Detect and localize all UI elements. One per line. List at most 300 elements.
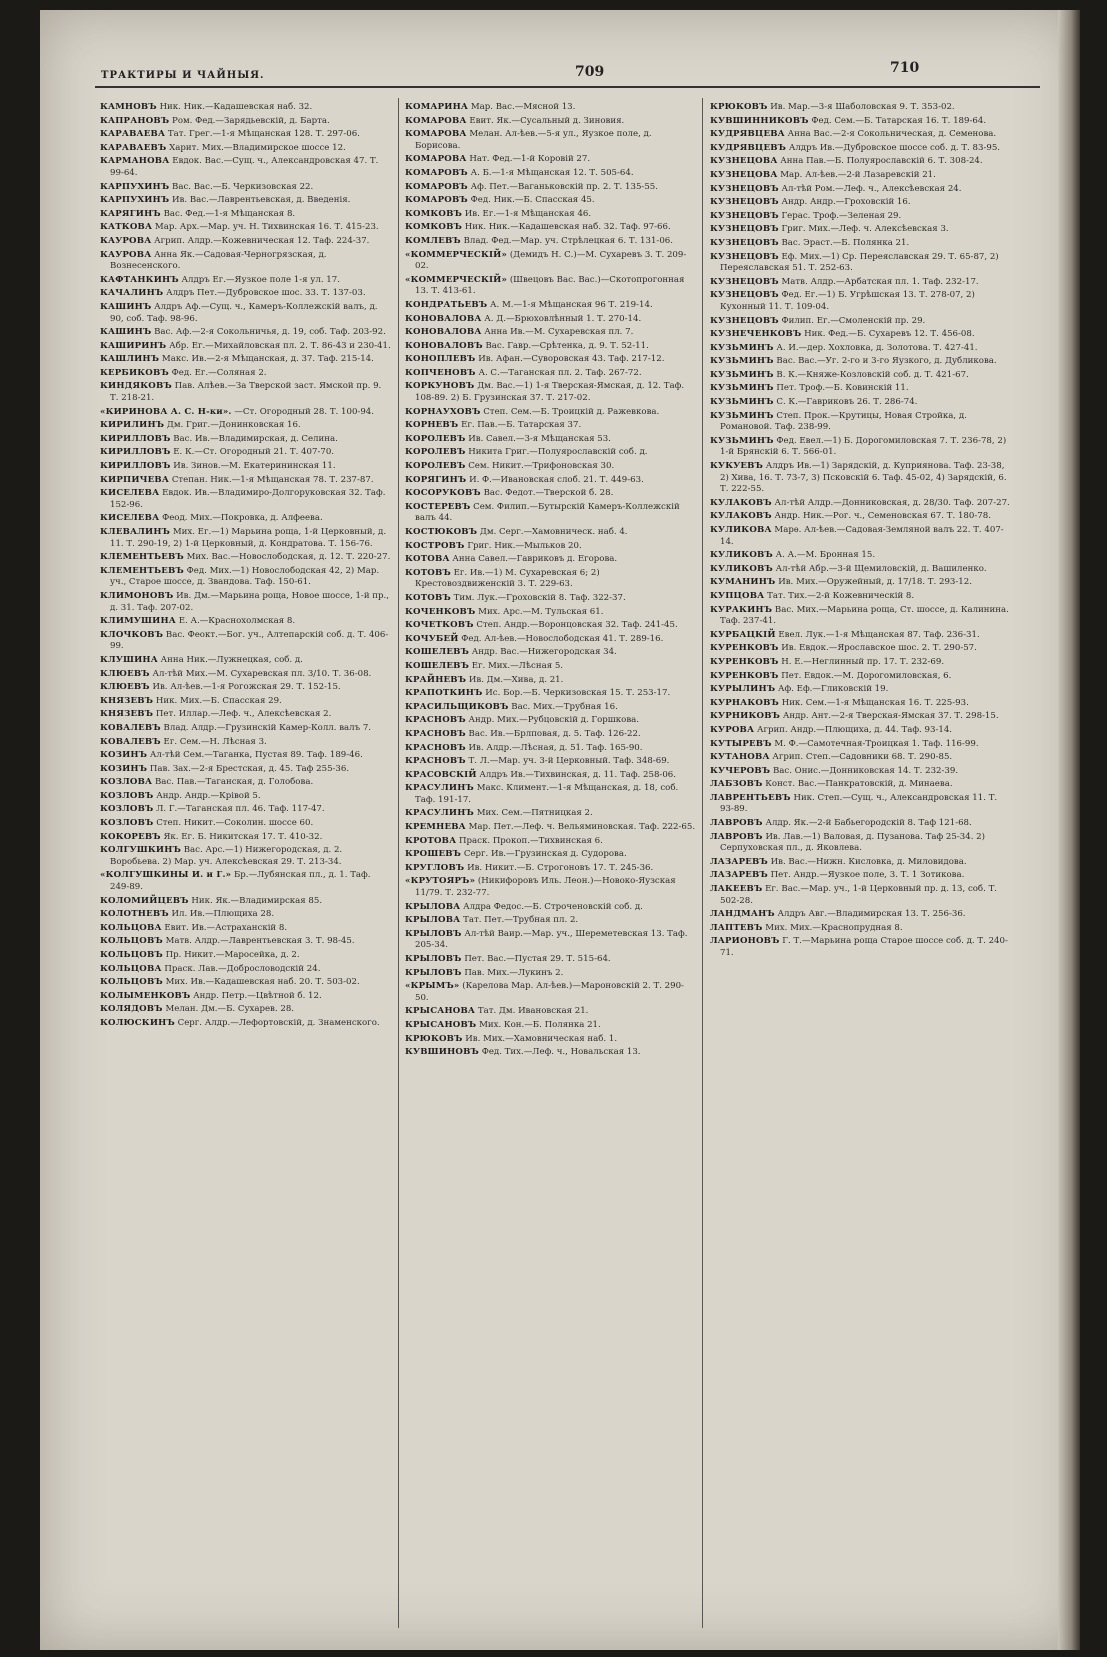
directory-entry [100,488,392,511]
entry-name: КУРЕНКОВЪ [710,643,779,654]
entry-name: КУРОВА [710,724,755,735]
entry-name: КУРНАКОВЪ [710,697,779,708]
entry-name: КАФТАНКИНЪ [100,274,179,285]
directory-entry [405,488,697,500]
directory-entry [100,870,392,893]
entry-details: Анна Як.—Садовая-Черногрязская, д. Вознесенского. [110,249,327,272]
entry-details: Ал-тѣй Сем.—Таганка, Пустая 89. Таф. 189-46. [149,750,363,761]
entry-details: Андр. Андр.—Гроховскій 16. [781,197,911,208]
directory-entry [100,696,392,708]
entry-name: КОЛЯДОВЪ [100,1004,163,1015]
entry-name: КАШИРИНЪ [100,340,167,351]
entry-details: Харит. Мих.—Владимирское шоссе 12. [169,142,346,153]
entry-details: Пет. Троф.—Б. Ковинскій 11. [776,383,909,394]
directory-entry [405,341,697,353]
entry-details: Ег. Мих.—Лѣсная 5. [471,660,564,671]
entry-name: КЛОЧКОВЪ [100,629,164,640]
directory-entry [710,643,1010,655]
entry-name: КРАСНОВЪ [405,756,466,767]
directory-entry [710,671,1010,683]
entry-name: КУРБАЦКІЙ [710,629,776,640]
entry-name: КАМНОВЪ [100,102,157,112]
entry-name: КУЗНЕЦОВА [710,169,778,180]
entry-details: Мелан. Дм.—Б. Сухарев. 28. [165,1004,295,1015]
directory-entry [405,129,697,152]
directory-entry [710,102,1010,114]
directory-entry [100,764,392,776]
directory-entry [100,275,392,287]
entry-name: КНЯЗЕВЪ [100,695,154,706]
directory-entry [405,675,697,687]
entry-details: Мар. Пет.—Леф. ч. Вельяминовская. Таф. 222-65. [468,822,696,833]
entry-name: КЛИМОНОВЪ [100,590,174,601]
entry-name: КРАСУЛИНЪ [405,808,474,819]
page-header [95,60,1040,88]
entry-name: КАУРОВА [100,249,152,260]
directory-entry [405,354,697,366]
entry-name: КОЛГУШКИНЪ [100,845,181,856]
entry-name: КУЗЬМИНЪ [710,369,774,380]
directory-entry [100,222,392,234]
entry-details: Еф. Мих.—1) Ср. Переяславская 29. Т. 65-87, 2) Переяславская 51. Т. 252-63. [720,251,999,274]
directory-entry [100,655,392,667]
directory-entry [710,211,1010,223]
entry-details: Ал-тѣй Алдр.—Донниковская, д. 28/30. Таф. 207-27. [774,497,1010,508]
entry-details: Мих. Ег.—1) Марьина роща, 1-й Церковный, д. 11. Т. 290-19, 2) 1-й Церковный, д. Кондратова. Т. 156-76. [110,527,387,549]
entry-details: Праск. Лав.—Добрословодскій 24. [164,963,321,974]
entry-details: Ис. Бор.—Б. Черкизовская 15. Т. 253-17. [485,688,671,699]
entry-details: Андр. Петр.—Цвѣтной б. 12. [193,990,322,1001]
entry-details: Агрип. Степ.—Садовники 68. Т. 290-85. [772,752,953,763]
directory-entry [405,275,697,298]
directory-entry [100,407,392,419]
directory-entry [405,981,697,1004]
directory-entry [710,290,1010,313]
directory-entry [710,550,1010,562]
entry-details: Г. Т.—Марьина роща Старое шоссе соб. д. Т. 240-71. [720,936,1008,958]
entry-name: КРОТОВА [405,835,457,846]
entry-name: КИРИЛЛОВЪ [100,433,171,444]
entry-details: Вас. Онис.—Донниковская 14. Т. 232-39. [772,765,959,776]
directory-entry [100,923,392,935]
entry-details: Ив. Вас.—Нижн. Кисловка, д. Миловидова. [770,856,967,867]
entry-details: Ив. Савел.—3-я Мѣщанская 53. [468,433,611,444]
directory-entry [710,498,1010,510]
entry-name: КОСТЕРЕВЪ [405,501,471,512]
directory-entry [405,1034,697,1046]
entry-details: А. А.—М. Бронная 15. [775,550,876,561]
entry-details: Матв. Алдр.—Арбатская пл. 1. Таф. 232-17. [781,276,979,287]
entry-details: Пет. Евдок.—М. Дорогомиловская, 6. [781,670,952,681]
entry-name: КУЗНЕЧЕНКОВЪ [710,329,802,340]
directory-entry [405,168,697,180]
entry-details: Григ. Ник.—Мыльков 20. [467,540,582,551]
entry-details: А. И.—дер. Хохловка, д. Золотова. Т. 427-41. [776,342,978,353]
entry-name: КИРПИЧЕВА [100,474,170,485]
directory-entry [710,170,1010,182]
entry-details: Пав. Мих.—Лукинъ 2. [464,967,564,978]
entry-details: Филип. Ег.—Смоленскій пр. 29. [781,315,926,326]
entry-name: КРЫЛОВА [405,915,461,926]
entry-details: Ник. Як.—Владимирская 85. [191,895,323,906]
entry-name: КУЗНЕЦОВЪ [710,276,779,287]
directory-entry [405,915,697,927]
entry-name: КРАПОТКИНЪ [405,688,483,699]
column-divider [398,98,399,1628]
entry-name: КУЗНЕЦОВЪ [710,237,779,248]
entry-details: (Карелова Мар. Ал-ѣев.)—Мароновскій 2. Т. 290-50. [415,981,684,1003]
directory-entry [100,420,392,432]
directory-entry [405,209,697,221]
directory-entry [710,316,1010,328]
entry-name: КУЛАКОВЪ [710,511,772,522]
entry-name: КОМКОВЪ [405,208,463,219]
entry-details: Ив. Мих.—Хамовническая наб. 1. [465,1033,618,1044]
entry-name: КУЗЬМИНЪ [710,383,774,394]
entry-details: Ник. Сем.—1-я Мѣщанская 16. Т. 225-93. [781,697,969,708]
entry-details: Мих. Арс.—М. Тульская 61. [478,606,604,617]
entry-details: Евел. Лук.—1-я Мѣщанская 87. Таф. 236-31. [778,629,980,640]
entry-name: КОЗЛОВЪ [100,804,154,815]
entry-name: «КОЛГУШКИНЫ И. и Г.» [100,870,232,881]
directory-entry [405,783,697,806]
entry-name: КОВАЛЕВЪ [100,722,161,733]
directory-entry [100,527,392,550]
directory-entry [710,197,1010,209]
entry-name: КОМАРОВА [405,115,467,126]
entry-name: КРАСНОВЪ [405,742,466,753]
page-number-right: 710 [890,60,920,76]
entry-details: Аф. Еф.—Гликовскій 19. [777,684,889,695]
entry-name: КЛЕМЕНТЬЕВЪ [100,565,184,576]
directory-entry [100,1004,392,1016]
directory-entry [710,711,1010,723]
entry-details: Ал-тѣй Мих.—М. Сухаревская пл. 3/10. Т. 36-08. [152,668,372,679]
entry-details: Фед. Сем.—Б. Татарская 16. Т. 189-64. [811,115,987,126]
directory-entry [405,116,697,128]
directory-entry [710,779,1010,791]
directory-entry [100,777,392,789]
entry-name: КРЮКОВЪ [405,1033,463,1044]
entry-name: ЛАЗАРЕВЪ [710,870,768,881]
directory-entry [710,343,1010,355]
entry-name: КЛЕВАЛИНЪ [100,527,171,537]
entry-details: Влад. Алдр.—Грузинскій Камер-Колл. валъ 7. [163,722,372,733]
entry-details: Фед. Ал-ѣев.—Новослободская 41. Т. 289-16. [461,633,664,644]
entry-name: КУЗНЕЦОВЪ [710,315,779,326]
entry-details: Фед. Тих.—Леф. ч., Новальская 13. [481,1047,641,1058]
entry-name: ЛАНДМАНЪ [710,909,775,920]
directory-entry [405,420,697,432]
entry-name: КРЫСАНОВЪ [405,1019,477,1030]
directory-entry [405,715,697,727]
entry-name: КОСТРОВЪ [405,540,465,551]
entry-name: КУЗЬМИНЪ [710,342,774,353]
entry-details: Н. Е.—Неглинный пр. 17. Т. 232-69. [781,656,945,667]
entry-details: Вас. Вас.—Уг. 2-го и 3-го Яузкого, д. Дубликова. [776,356,997,367]
entry-details: Феод. Мих.—Покровка, д. Алфеева. [162,513,323,524]
directory-entry [405,300,697,312]
entry-details: Ник. Ник.—Кадашевская наб. 32. Таф. 97-66. [464,222,671,233]
entry-details: Пет. Вас.—Пустая 29. Т. 515-64. [464,954,611,964]
directory-entry [405,743,697,755]
directory-entry [710,511,1010,523]
entry-details: Мар. Ал-ѣев.—2-й Лазаревскій 21. [780,169,936,180]
directory-entry [405,1047,697,1059]
entry-name: КРАСИЛЬЩИКОВЪ [405,701,509,712]
directory-entry [405,902,697,914]
entry-name: КУДРЯВЦЕВА [710,129,785,140]
directory-entry [405,822,697,834]
directory-entry [405,381,697,404]
entry-name: КАШИНЪ [100,327,152,338]
entry-details: Фед. Мих.—1) Новослободская 42, 2) Мар. уч., Старое шоссе, д. Звандова. Таф. 150-61. [110,565,380,588]
entry-details: Ив. Зинов.—М. Екатерининская 11. [173,461,336,472]
entry-name: КИРИЛЛОВЪ [100,461,171,472]
entry-name: КИНДЯКОВЪ [100,381,172,392]
directory-entry [405,434,697,446]
entry-name: КУПЦОВА [710,590,765,601]
entry-details: Андр. Мих.—Рубцовскій д. Горшкова. [468,715,640,726]
entry-details: Вас. Гавр.—Срѣтенка, д. 9. Т. 52-11. [485,340,649,351]
directory-entry [710,383,1010,395]
entry-details: Алдръ Аф.—Сущ. ч., Камеръ-Коллежскій валъ, д. 90, соб. Таф. 98-96. [110,301,378,324]
entry-details: Вас. Мих.—Трубная 16. [511,701,618,712]
entry-details: Мар. Арх.—Мар. уч. Н. Тихвинская 16. Т. 415-23. [154,222,379,233]
directory-entry [100,723,392,735]
entry-details: Вас. Фед.—1-я Мѣщанская 8. [163,208,296,219]
entry-name: КОЛЬЦОВА [100,963,162,974]
entry-name: КИРИЛЛОВЪ [100,447,171,458]
entry-name: КОВАЛЕВЪ [100,736,161,747]
entry-name: КОМЛЕВЪ [405,235,461,246]
directory-entry [100,461,392,473]
entry-details: Анна Ник.—Лужнецкая, соб. д. [160,654,303,665]
entry-details: Мих. Кон.—Б. Полянка 21. [479,1019,601,1030]
entry-name: КОЗИНЪ [100,763,148,774]
entry-name: КУМАНИНЪ [710,577,776,588]
directory-entry [100,368,392,380]
directory-entry [710,525,1010,548]
entry-details: (Швецовъ Вас. Вас.)—Скотопрогонная 13. Т. 413-61. [415,274,685,297]
entry-details: Григ. Мих.—Леф. ч. Алексѣевская 3. [781,224,949,235]
entry-name: КУДРЯВЦЕВЪ [710,142,787,153]
entry-details: Агрип. Андр.—Плющиха, д. 44. Таф. 93-14. [756,724,953,735]
directory-entry [100,327,392,339]
entry-details: Вас. Мих.—Марьина роща, Ст. шоссе, д. Калинина. Таф. 237-41. [720,604,1009,627]
entry-name: КОЗЛОВЪ [100,818,154,829]
entry-name: ЛАВРЕНТЬЕВЪ [710,792,791,803]
entry-name: КОЛЬЦОВА [100,922,162,933]
directory-entry [405,250,697,273]
entry-name: КОСТЮКОВЪ [405,527,478,537]
entry-name: КРЫЛОВЪ [405,967,462,978]
entry-name: КОЗЛОВА [100,777,153,788]
entry-name: КУВШИННИКОВЪ [710,115,809,126]
directory-entry [100,616,392,628]
entry-details: Ал-тѣй Ваир.—Мар. уч., Шереметевская 13. Таф. 205-34. [415,928,688,951]
entry-details: Макс. Ив.—2-я Мѣщанская, д. 37. Таф. 215-14. [161,354,374,365]
directory-entry [710,397,1010,409]
directory-entry [710,657,1010,669]
entry-details: Л. Г.—Таганская пл. 46. Таф. 117-47. [156,804,325,815]
entry-name: КРЕМНЕВА [405,822,466,833]
directory-entry [100,195,392,207]
entry-details: Як. Ег. Б. Никитская 17. Т. 410-32. [163,831,323,842]
directory-entry [405,770,697,782]
entry-name: КУЗЬМИНЪ [710,410,774,421]
entry-name: КУТАНОВА [710,752,770,763]
entry-name: КОРНАУХОВЪ [405,406,481,417]
entry-details: Пет. Иллар.—Леф. ч., Алексѣевская 2. [155,709,332,720]
entry-details: Ег. Сем.—Н. Лѣсная 3. [163,736,267,747]
entry-details: Дм. Вас.—1) 1-я Тверская-Ямская, д. 12. Таф. 108-89. 2) Б. Грузинская 37. Т. 217-02. [415,381,685,404]
entry-name: КИСЕЛЕВА [100,513,160,524]
entry-details: Мих. Вас.—Новослободская, д. 12. Т. 220-27. [186,552,391,563]
entry-details: А. Д.—Брюховлѣнный 1. Т. 270-14. [484,313,642,324]
entry-name: ЛАЗАРЕВЪ [710,856,768,867]
entry-details: Тат. Дм. Ивановская 21. [477,1006,589,1017]
directory-entry [710,224,1010,236]
entry-details: Ив. Никит.—Б. Строгоновъ 17. Т. 245-36. [467,862,654,873]
directory-entry [710,909,1010,921]
entry-name: КОПЧЕНОВЪ [405,367,476,378]
entry-details: Ал-тѣй Ром.—Леф. ч., Алексѣевская 24. [781,183,962,194]
entry-name: КАРАВАЕВЪ [100,142,167,153]
directory-entry [405,647,697,659]
entry-details: Сем. Филип.—Бутырскій Камеръ-Коллежскій валъ 44. [415,501,680,524]
entry-name: КУЗЬМИНЪ [710,397,774,408]
directory-entry [710,577,1010,589]
entry-details: Степан. Ник.—1-я Мѣщанская 78. Т. 237-87. [171,474,374,485]
entry-name: КОЧУБЕЙ [405,633,459,644]
directory-entry [405,102,697,114]
entry-name: КОРКУНОВЪ [405,381,475,392]
entry-details: Тат. Пет.—Трубная пл. 2. [463,915,579,926]
directory-entry [405,475,697,487]
entry-details: А. С.—Таганская пл. 2. Таф. 267-72. [478,367,642,378]
entry-name: КАЧАЛИНЪ [100,288,164,299]
directory-entry [100,236,392,248]
entry-details: Сем. Никит.—Трифоновская 30. [468,461,615,472]
entry-details: Серг. Ив.—Грузинская д. Судорова. [463,849,627,860]
directory-entry [405,407,697,419]
entry-name: КРЫЛОВА [405,901,461,912]
entry-details: А. Б.—1-я Мѣщанская 12. Т. 505-64. [470,167,634,178]
directory-entry [710,766,1010,778]
entry-name: КОШЕЛЕВЪ [405,647,469,658]
entry-details: Пав. Зах.—2-я Брестская, д. 45. Таф 255-36. [149,763,350,774]
directory-entry [710,461,1010,496]
entry-name: КОРОЛЕВЪ [405,461,466,472]
entry-name: КУЗНЕЦОВЪ [710,197,779,208]
entry-name: КРОШЕВЪ [405,849,462,860]
directory-entry [405,808,697,820]
directory-entry [405,568,697,591]
entry-details: Ив. Афан.—Суворовская 43. Таф. 217-12. [478,354,665,365]
directory-entry [100,552,392,564]
entry-name: «КОММЕРЧЕСКІЙ» [405,249,508,260]
entry-details: Ив. Алдр.—Лѣсная, д. 51. Таф. 165-90. [468,742,643,753]
entry-details: Степ. Никит.—Соколин. шоссе 60. [156,818,314,829]
directory-entry [710,564,1010,576]
entry-details: С. К.—Гавриковъ 26. Т. 286-74. [776,397,918,408]
directory-entry [405,593,697,605]
entry-details: Анна Вас.—2-я Сокольническая, д. Семенова. [787,129,997,140]
column-3 [710,102,1010,1632]
entry-name: КРАСНОВЪ [405,728,466,739]
directory-entry [100,250,392,273]
entry-details: Пет. Андр.—Яузкое поле, 3. Т. 1 Зотикова. [770,870,965,881]
entry-name: КОЛЮСКИНЪ [100,1017,175,1028]
directory-entry [710,923,1010,935]
page-number-left: 709 [575,64,605,80]
entry-details: Вас. Ив.—Брлповая, д. 5. Таф. 126-22. [468,728,641,739]
directory-entry [405,1006,697,1018]
entry-details: Ив. Ег.—1-я Мѣщанская 46. [464,208,592,219]
entry-details: Степ. Андр.—Воронцовская 32. Таф. 241-45. [476,620,678,631]
entry-name: КРУГЛОВЪ [405,862,465,873]
entry-details: Ил. Ив.—Плющиха 28. [171,909,275,920]
entry-name: КОНОВАЛОВА [405,327,482,338]
entry-name: КОСОРУКОВЪ [405,488,481,499]
entry-details: Фед. Ник.—Б. Спасская 45. [470,195,595,206]
directory-entry [100,991,392,1003]
entry-details: Т. Л.—Мар. уч. 3-й Церковный. Таф. 348-69. [468,756,670,767]
directory-entry [710,698,1010,710]
entry-details: Андр. Ник.—Рог. ч., Семеновская 67. Т. 180-78. [774,511,991,522]
entry-name: КОРОЛЕВЪ [405,447,466,458]
entry-name: КОРНЕВЪ [405,420,459,431]
entry-details: Евит. Ив.—Астраханскій 8. [164,922,288,933]
entry-details: Мих. Сем.—Пятницкая 2. [476,808,593,819]
entry-details: (Демидъ Н. С.)—М. Сухаревъ 3. Т. 209-02. [415,249,687,272]
entry-name: КОТОВЪ [405,592,451,603]
entry-details: Дм. Серг.—Хамовническ. наб. 4. [479,527,628,537]
directory-entry [405,222,697,234]
entry-details: Анна Ив.—М. Сухаревская пл. 7. [484,327,634,338]
directory-entry [100,936,392,948]
entry-name: КРЫЛОВЪ [405,954,462,964]
directory-entry [100,341,392,353]
directory-entry [405,527,697,539]
directory-page [40,10,1080,1650]
directory-entry [710,832,1010,855]
directory-entry [405,502,697,525]
directory-entry [100,669,392,681]
entry-name: КАРМАНОВА [100,156,170,167]
directory-entry [100,709,392,721]
directory-entry [405,195,697,207]
entry-name: КОМАРИНА [405,102,469,112]
entry-details: Тат. Тих.—2-й Кожевническій 8. [767,590,915,601]
entry-details: Макс. Климент.—1-я Мѣщанская, д. 18, соб. Таф. 191-17. [415,783,679,805]
entry-name: КРЮКОВЪ [710,102,768,112]
directory-entry [100,447,392,459]
entry-details: Тим. Лук.—Гроховскій 8. Таф. 322-37. [453,592,626,603]
entry-name: КОМАРОВА [405,129,467,140]
entry-name: КОНОПЛЕВЪ [405,354,476,365]
entry-name: КНЯЗЕВЪ [100,709,154,720]
entry-details: Ник. Фед.—Б. Сухаревъ 12. Т. 456-08. [804,329,975,340]
entry-details: М. Ф.—Самотечная-Троицкая 1. Таф. 116-99. [774,738,979,749]
directory-entry [100,381,392,404]
entry-name: КАШЛИНЪ [100,354,160,365]
entry-details: Алдр. Як.—2-й Бабьегородскій 8. Таф 121-68. [765,818,972,829]
directory-entry [100,513,392,525]
entry-details: Ив. Мих.—Оружейный, д. 17/18. Т. 293-12. [778,577,972,588]
entry-details: Андр. Вас.—Нижегородская 34. [471,647,617,658]
